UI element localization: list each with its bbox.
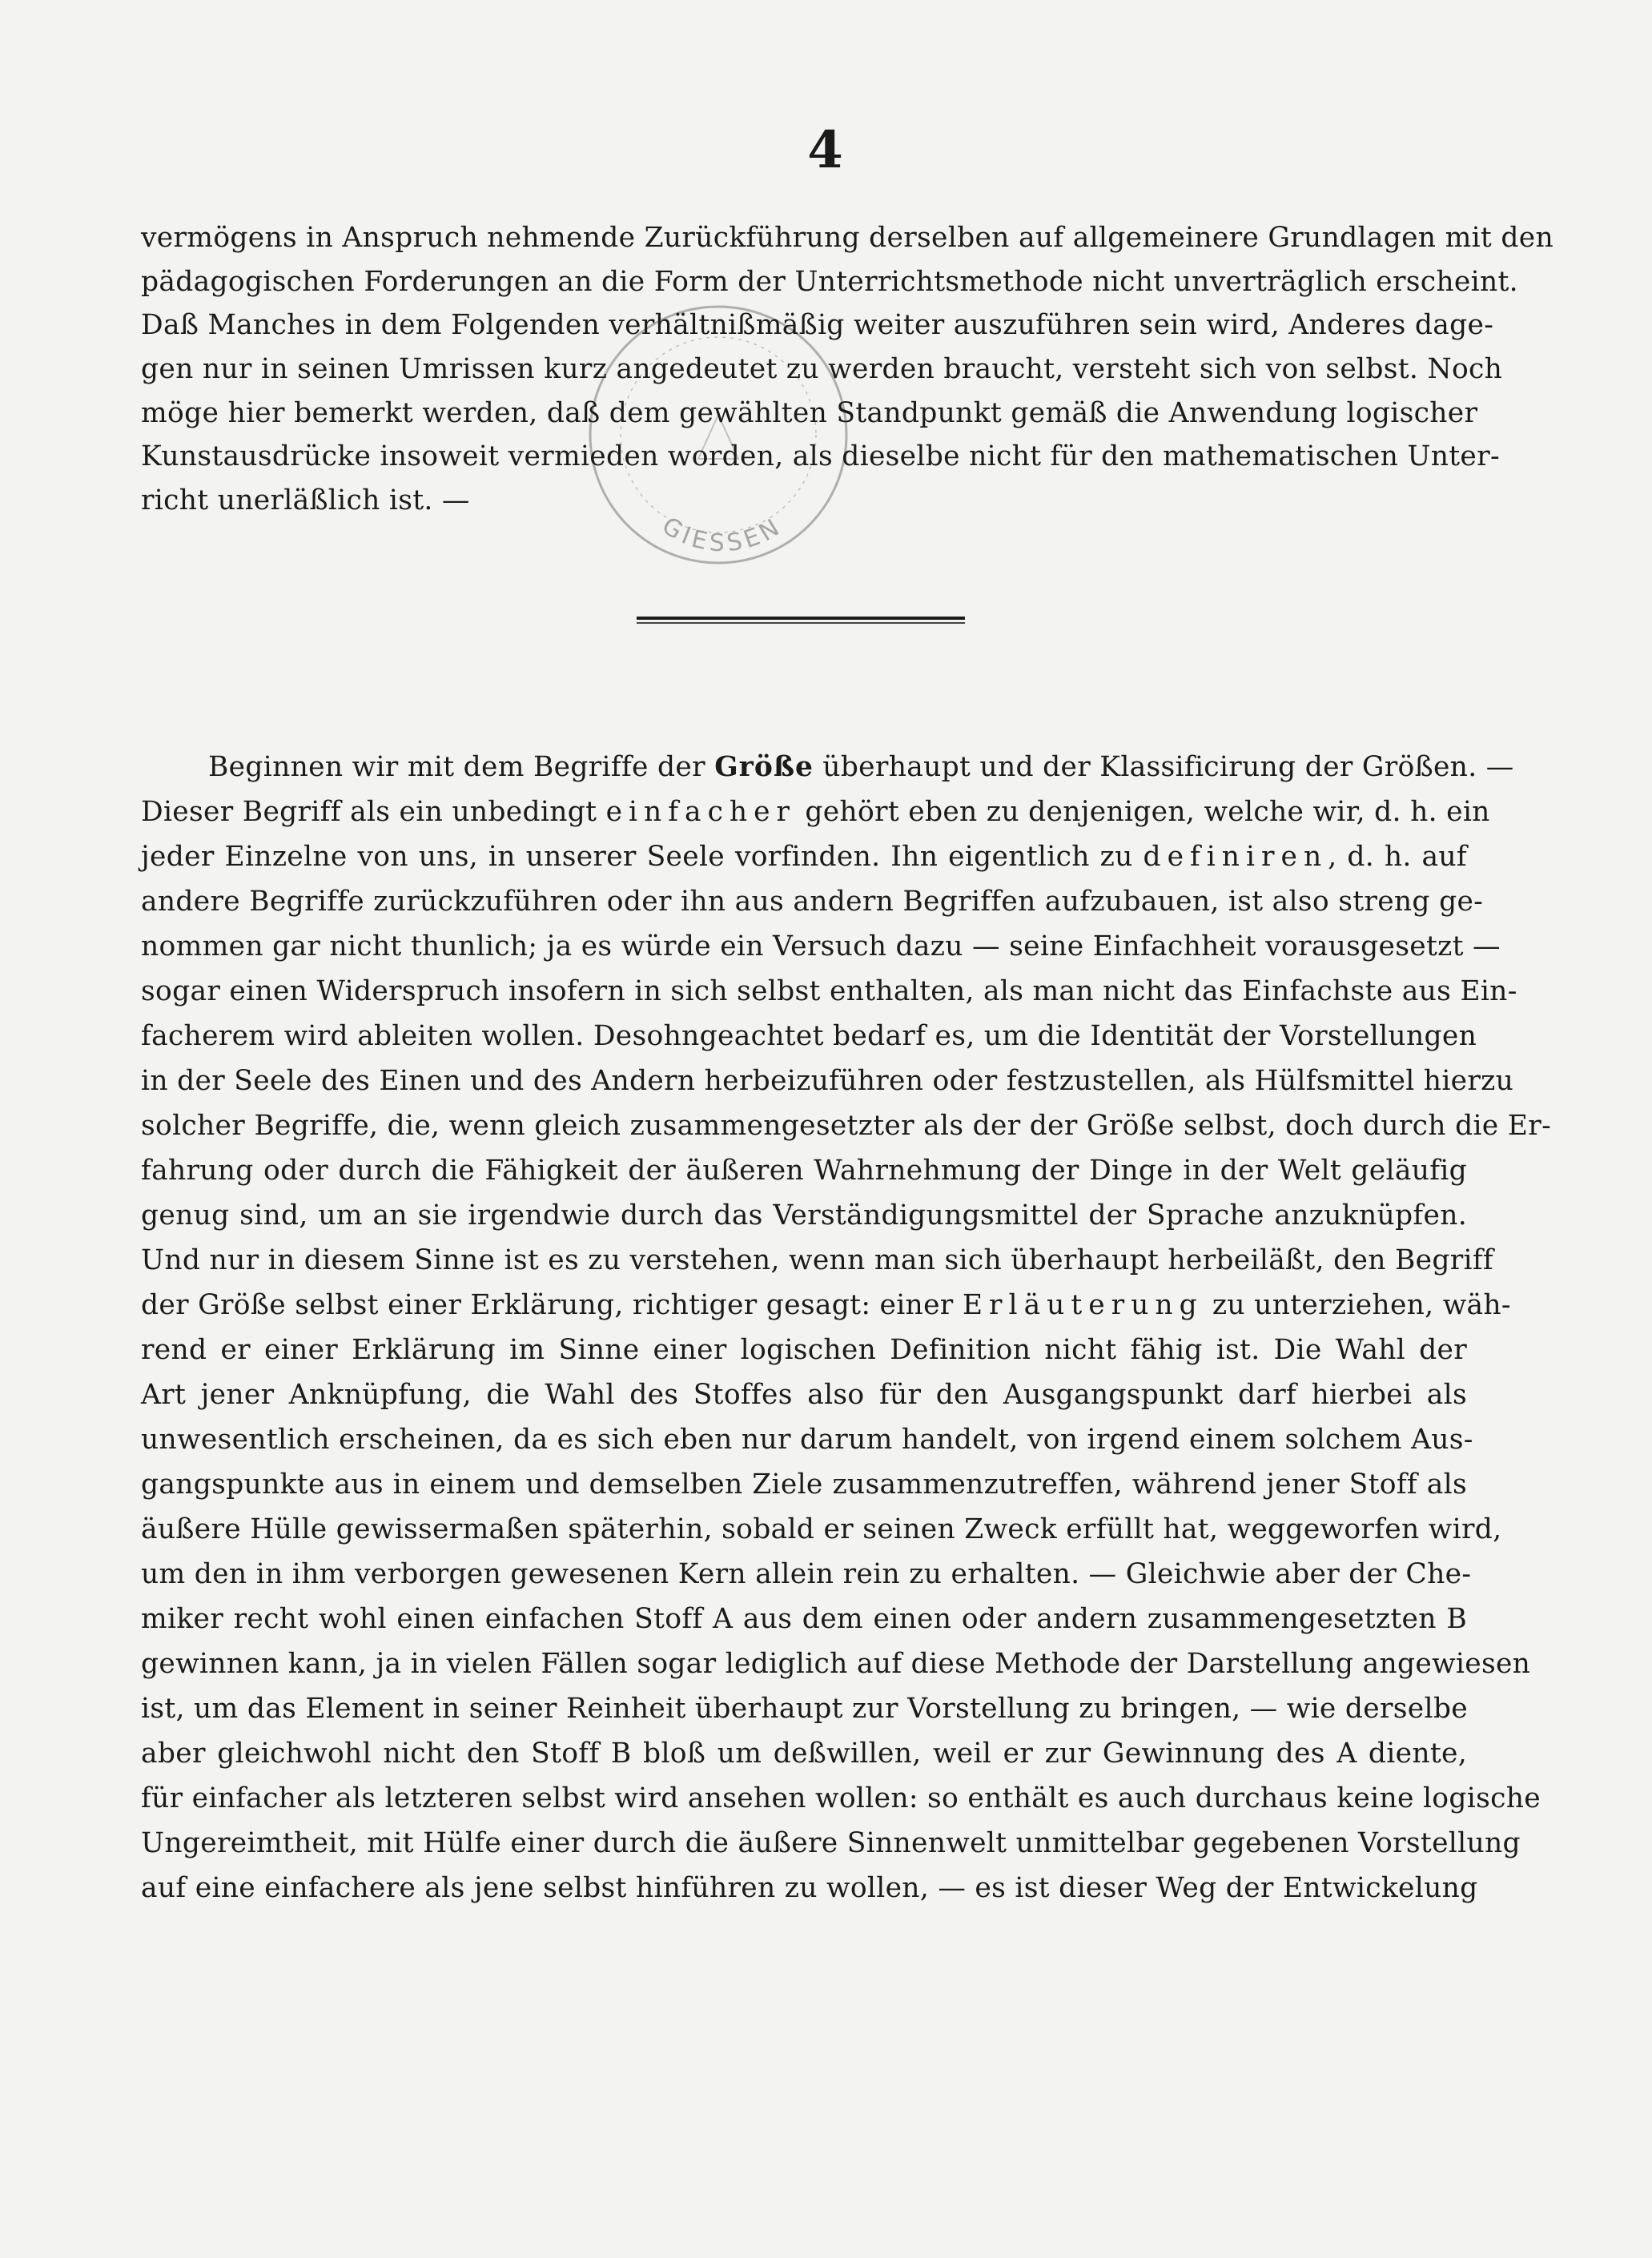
text-line: nommen gar nicht thunlich; ja es würde ein Versuch dazu — seine Einfachheit vorausgesetzt — xyxy=(141,930,1501,962)
text-line: gangspunkte aus in einem und demselben Ziele zusammenzutreffen, während jener Stoff als xyxy=(141,1469,1467,1501)
text-line: Dieser Begriff als ein unbedingt einfacher gehört eben zu denjenigen, welche wir, d. h. ein xyxy=(141,796,1490,828)
text-line: gewinnen kann, ja in vielen Fällen sogar lediglich auf diese Methode der Darstellung angewiesen xyxy=(141,1648,1531,1680)
page-number: 4 xyxy=(807,120,845,180)
spaced-term: einfacher xyxy=(605,796,797,828)
text-line: pädagogischen Forderungen an die Form der Unterrichtsmethode nicht unverträglich erscheint. xyxy=(141,265,1518,298)
text-line: Kunstausdrücke insoweit vermieden worden, als dieselbe nicht für den mathematischen Unter- xyxy=(141,440,1500,473)
text-line: in der Seele des Einen und des Andern herbeizuführen oder festzustellen, als Hülfsmittel hierzu xyxy=(141,1065,1514,1097)
text-line: um den in ihm verborgen gewesenen Kern allein rein zu erhalten. — Gleichwie aber der Che- xyxy=(141,1558,1472,1590)
spaced-term: Erläuterung xyxy=(962,1289,1204,1321)
text-line: Und nur in diesem Sinne ist es zu verstehen, wenn man sich überhaupt herbeiläßt, den Begriff xyxy=(141,1244,1494,1276)
text-line: fahrung oder durch die Fähigkeit der äußeren Wahrnehmung der Dinge in der Welt geläufig xyxy=(141,1155,1467,1187)
text-line: Ungereimtheit, mit Hülfe einer durch die äußere Sinnenwelt unmittelbar gegebenen Vorstellung xyxy=(141,1827,1521,1859)
text-line: aber gleichwohl nicht den Stoff B bloß um deßwillen, weil er zur Gewinnung des A diente, xyxy=(141,1738,1467,1770)
text-line: gen nur in seinen Umrissen kurz angedeutet zu werden braucht, versteht sich von selbst. Noch xyxy=(141,353,1503,386)
text-line: solcher Begriffe, die, wenn gleich zusammengesetzter als der der Größe selbst, doch durch die Er- xyxy=(141,1110,1552,1142)
text-line: äußere Hülle gewissermaßen späterhin, sobald er seinen Zweck erfüllt hat, weggeworfen wird, xyxy=(141,1513,1502,1545)
text-line: richt unerläßlich ist. — xyxy=(141,484,470,517)
text-line: unwesentlich erscheinen, da es sich eben nur darum handelt, von irgend einem solchem Aus- xyxy=(141,1424,1473,1456)
text-line: auf eine einfachere als jene selbst hinführen zu wollen, — es ist dieser Weg der Entwickelung xyxy=(141,1872,1478,1904)
text-line: Beginnen wir mit dem Begriffe der Größe überhaupt und der Klassificirung der Größen. — xyxy=(208,751,1514,783)
text-line: der Größe selbst einer Erklärung, richtiger gesagt: einer Erläuterung zu unterziehen, wäh- xyxy=(141,1289,1511,1321)
text-line: rend er einer Erklärung im Sinne einer logischen Definition nicht fähig ist. Die Wahl der xyxy=(141,1334,1467,1366)
text-line: jeder Einzelne von uns, in unserer Seele vorfinden. Ihn eigentlich zu definiren, d. h. auf xyxy=(141,841,1467,873)
stamp-text: GIESSEN xyxy=(657,512,788,558)
text-line: genug sind, um an sie irgendwie durch das Verständigungsmittel der Sprache anzuknüpfen. xyxy=(141,1199,1467,1231)
text-line: Art jener Anknüpfung, die Wahl des Stoffes also für den Ausgangspunkt darf hierbei als xyxy=(141,1379,1467,1411)
text-line: facherem wird ableiten wollen. Desohngeachtet bedarf es, um die Identität der Vorstellungen xyxy=(141,1020,1477,1052)
text-line: vermögens in Anspruch nehmende Zurückführung derselben auf allgemeinere Grundlagen mit den xyxy=(141,222,1554,254)
section-divider xyxy=(637,617,965,625)
paragraph-concept-of-magnitude xyxy=(141,745,1552,1910)
text-line: ist, um das Element in seiner Reinheit überhaupt zur Vorstellung zu bringen, — wie derselbe xyxy=(141,1693,1468,1725)
paragraph-intro-continuation xyxy=(141,216,1554,523)
text-line: miker recht wohl einen einfachen Stoff A aus dem einen oder andern zusammengesetzten B xyxy=(141,1603,1467,1635)
text-line: sogar einen Widerspruch insofern in sich selbst enthalten, als man nicht das Einfachste aus Ein- xyxy=(141,975,1517,1007)
emphasized-term: Größe xyxy=(714,751,814,783)
text-line: möge hier bemerkt werden, daß dem gewählten Standpunkt gemäß die Anwendung logischer xyxy=(141,396,1478,429)
text-line: andere Begriffe zurückzuführen oder ihn aus andern Begriffen aufzubauen, ist also streng ge- xyxy=(141,886,1484,918)
spaced-term: definiren xyxy=(1143,841,1328,873)
text-line: Daß Manches in dem Folgenden verhältnißmäßig weiter auszuführen sein wird, Anderes dage- xyxy=(141,309,1494,342)
text-line: für einfacher als letzteren selbst wird ansehen wollen: so enthält es auch durchaus keine logische xyxy=(141,1782,1541,1814)
